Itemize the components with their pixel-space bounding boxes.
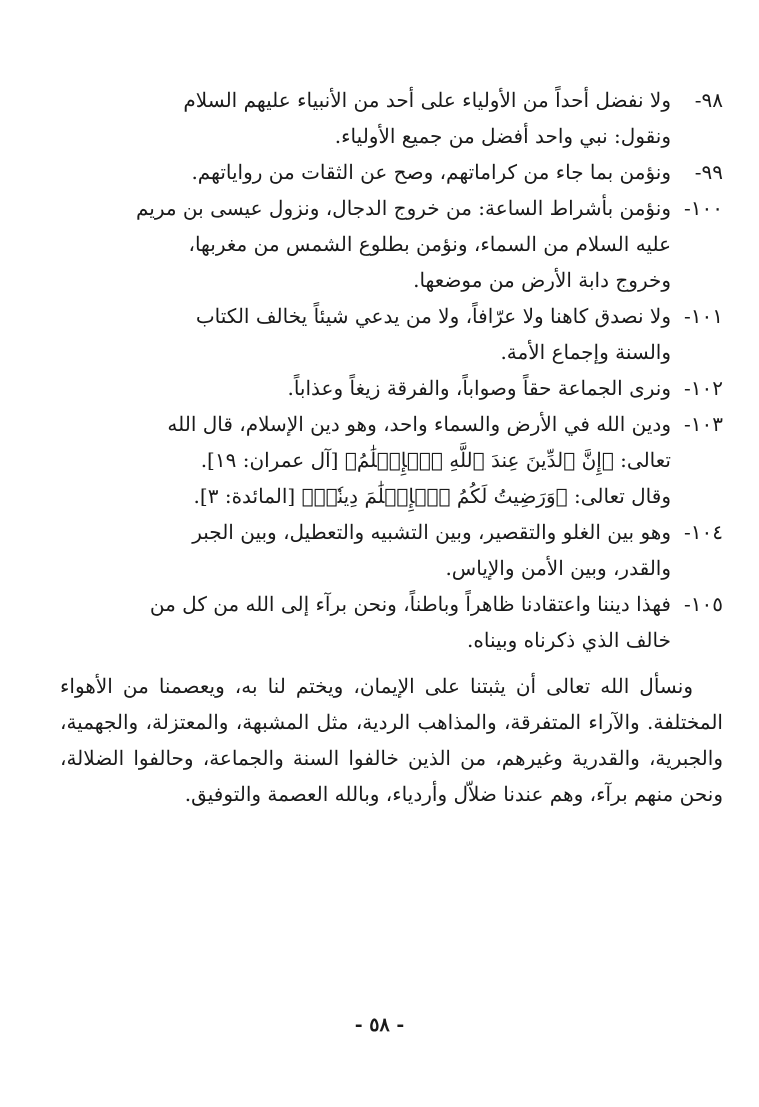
list-item [60,82,723,154]
item-text-line: ونرى الجماعة حقاً وصواباً، والفرقة زيغاً وعذاباً. [287,376,671,400]
item-text-line: تعالى: ﴿إِنَّ ٱلدِّينَ عِندَ ٱللَّهِ ٱلۡإِسۡلَٰمُ﴾ [آل عمران: ١٩]. [200,448,671,472]
item-number: ١٠١- [684,304,723,328]
item-text-line: ونؤمن بأشراط الساعة: من خروج الدجال، ونزول عيسى بن مريم [135,196,671,220]
item-number: ١٠٤- [684,520,723,544]
item-number: ١٠٥- [684,592,723,616]
item-text [60,154,671,190]
item-number: ١٠٣- [684,412,723,436]
list-item [60,190,723,298]
item-text-line: ونقول: نبي واحد أفضل من جميع الأولياء. [334,124,671,148]
item-number: ١٠٢- [684,376,723,400]
list-item [60,154,723,190]
item-text-line: ولا نفضل أحداً من الأولياء على أحد من الأنبياء عليهم السلام [183,88,671,112]
list-item [60,586,723,658]
item-text-line: وخروج دابة الأرض من موضعها. [413,268,671,292]
item-text [60,82,671,154]
item-text-line: فهذا ديننا واعتقادنا ظاهراً وباطناً، ونحن برآء إلى الله من كل من [149,592,671,616]
item-text-line: ونؤمن بما جاء من كراماتهم، وصح عن الثقات من رواياتهم. [191,160,671,184]
item-text-line: عليه السلام من السماء، ونؤمن بطلوع الشمس من مغربها، [188,232,671,256]
numbered-list [60,82,723,658]
item-text-line: والسنة وإجماع الأمة. [500,340,671,364]
item-text-line: وهو بين الغلو والتقصير، وبين التشبيه والتعطيل، وبين الجبر [192,520,671,544]
closing-paragraph: ونسأل الله تعالى أن يثبتنا على الإيمان، ويختم لنا به، ويعصمنا من الأهواء المختلفة. والآراء المتفرقة، والمذاهب الردية، مثل المشبهة، والمعتزلة، والجهمية، والجبرية، والقدرية وغيرهم، من الذين خالفوا السنة والجماعة، وحالفوا الضلالة، ونحن منهم برآء، وهم عندنا ضلاّل وأردياء، وبالله العصمة والتوفيق. [60,674,723,806]
item-text [60,190,671,298]
item-text [60,514,671,586]
item-text [60,298,671,370]
item-text-line: ودين الله في الأرض والسماء واحد، وهو دين الإسلام، قال الله [167,412,671,436]
page-number: - ٥٨ - [354,1014,405,1036]
item-text-line: والقدر، وبين الأمن والإياس. [445,556,671,580]
item-text-line: وقال تعالى: ﴿وَرَضِيتُ لَكُمُ ٱلۡإِسۡلَٰمَ دِينٗاۚ﴾ [المائدة: ٣]. [193,484,671,508]
list-item [60,298,723,370]
item-text [60,406,671,514]
item-number: ٩٩- [694,160,723,184]
list-item [60,370,723,406]
list-item [60,406,723,514]
item-text-line: ولا نصدق كاهنا ولا عرّافاً، ولا من يدعي شيئاً يخالف الكتاب [195,304,671,328]
item-text-line: خالف الذي ذكرناه وبيناه. [467,628,671,652]
list-item [60,514,723,586]
item-number: ٩٨- [694,88,723,112]
item-text [60,370,671,406]
item-number: ١٠٠- [684,196,723,220]
item-text [60,586,671,658]
